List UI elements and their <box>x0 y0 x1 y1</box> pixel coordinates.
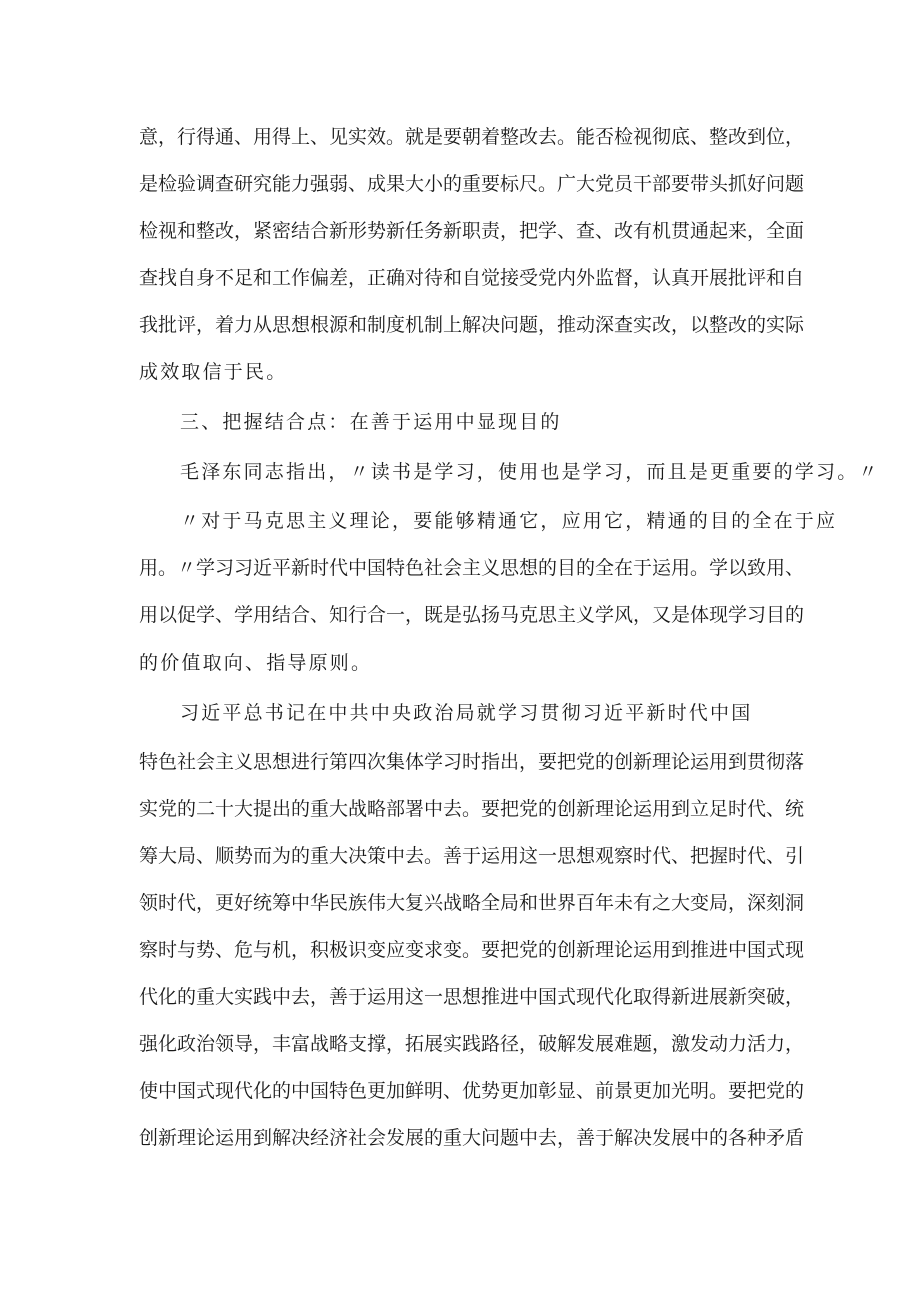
text-line: 实党的二十大提出的重大战略部署中去。要把党的创新理论运用到立足时代、统 <box>139 798 805 820</box>
text-line: 强化政治领导，丰富战略支撑，拓展实践路径，破解发展难题，激发动力活力， <box>139 1033 805 1055</box>
text-line: 意，行得通、用得上、见实效。就是要朝着整改去。能否检视彻底、整改到位， <box>139 126 805 148</box>
text-line: 习近平总书记在中共中央政治局就学习贯彻习近平新时代中国 <box>180 702 753 724</box>
text-line: 〃对于马克思主义理论，要能够精通它，应用它，精通的目的全在于应 <box>180 510 838 532</box>
text-line: 成效取信于民。 <box>139 361 288 383</box>
text-line: 特色社会主义思想进行第四次集体学习时指出，要把党的创新理论运用到贯彻落 <box>139 751 805 773</box>
text-line: 领时代，更好统筹中华民族伟大复兴战略全局和世界百年未有之大变局，深刻洞 <box>139 892 805 914</box>
text-line: 查找自身不足和工作偏差，正确对待和自觉接受党内外监督，认真开展批评和自 <box>139 267 805 289</box>
text-line: 检视和整改，紧密结合新形势新任务新职责，把学、查、改有机贯通起来，全面 <box>139 220 805 242</box>
text-line: 是检验调查研究能力强弱、成果大小的重要标尺。广大党员干部要带头抓好问题 <box>139 173 805 195</box>
text-line: 毛泽东同志指出，〃读书是学习，使用也是学习，而且是更重要的学习。〃 <box>180 461 880 483</box>
text-line: 察时与势、危与机，积极识变应变求变。要把党的创新理论运用到推进中国式现 <box>139 939 805 961</box>
text-line: 用以促学、学用结合、知行合一，既是弘扬马克思主义学风，又是体现学习目的 <box>139 604 805 626</box>
text-line: 的价值取向、指导原则。 <box>139 652 373 674</box>
section-heading: 三、把握结合点：在善于运用中显现目的 <box>180 411 562 433</box>
text-line: 筹大局、顺势而为的重大决策中去。善于运用这一思想观察时代、把握时代、引 <box>139 845 805 867</box>
text-line: 使中国式现代化的中国特色更加鲜明、优势更加彰显、前景更加光明。要把党的 <box>139 1080 805 1102</box>
text-line: 我批评，着力从思想根源和制度机制上解决问题，推动深查实改，以整改的实际 <box>139 314 805 336</box>
text-line: 用。〃学习习近平新时代中国特色社会主义思想的目的全在于运用。学以致用、 <box>139 557 805 579</box>
text-line: 代化的重大实践中去，善于运用这一思想推进中国式现代化取得新进展新突破， <box>139 986 805 1008</box>
text-line: 创新理论运用到解决经济社会发展的重大问题中去，善于解决发展中的各种矛盾 <box>139 1127 805 1149</box>
